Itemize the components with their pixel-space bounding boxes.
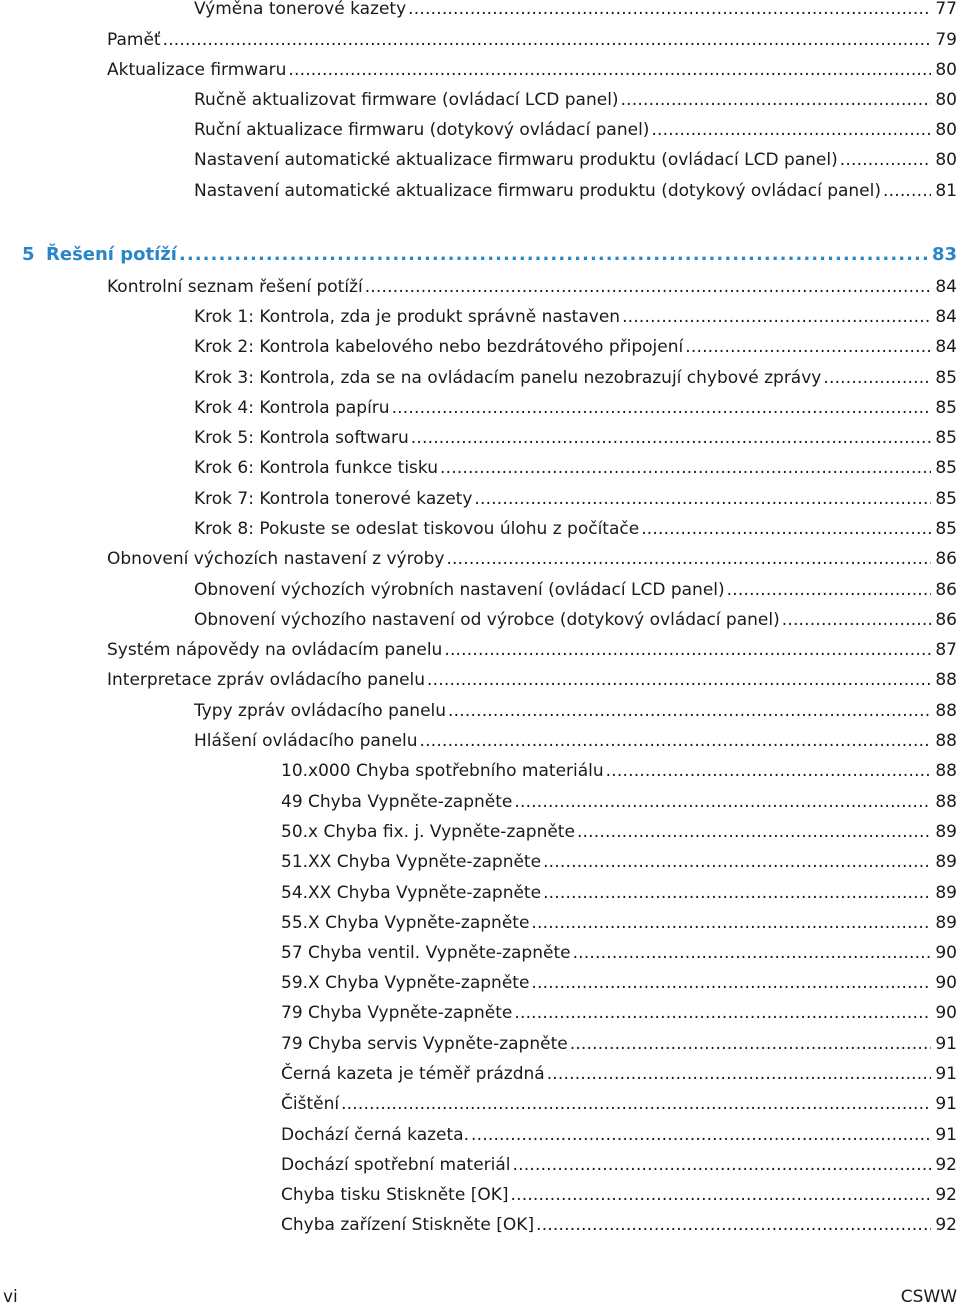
toc-page-number: 79 xyxy=(935,30,957,50)
toc-entry-label: 50.x Chyba fix. j. Vypněte-zapněte xyxy=(281,822,575,842)
toc-entry[interactable] xyxy=(107,273,957,301)
toc-entry[interactable] xyxy=(194,146,957,174)
toc-page-number: 85 xyxy=(935,458,957,478)
dot-leader xyxy=(471,1121,931,1149)
dot-leader xyxy=(440,454,931,482)
toc-entry-label: Aktualizace firmwaru xyxy=(107,60,287,80)
toc-entry-label: Nastavení automatické aktualizace firmwaru produktu (dotykový ovládací panel) xyxy=(194,181,881,201)
toc-entry-label: 54.XX Chyba Vypněte-zapněte xyxy=(281,883,542,903)
toc-entry[interactable] xyxy=(194,424,957,452)
toc-entry[interactable] xyxy=(281,1211,957,1239)
toc-entry[interactable] xyxy=(194,606,957,634)
toc-entry-label: Dochází černá kazeta. xyxy=(281,1125,470,1145)
toc-page-number: 80 xyxy=(935,60,957,80)
toc-page-number: 77 xyxy=(935,0,957,19)
dot-leader xyxy=(163,26,932,54)
toc-entry[interactable] xyxy=(194,454,957,482)
dot-leader xyxy=(543,848,931,876)
toc-entry[interactable] xyxy=(281,1181,957,1209)
toc-entry-label: Krok 6: Kontrola funkce tisku xyxy=(194,458,438,478)
toc-page-number: 90 xyxy=(935,973,957,993)
dot-leader xyxy=(621,86,932,114)
dot-leader xyxy=(531,909,931,937)
dot-leader xyxy=(685,333,931,361)
dot-leader xyxy=(420,727,932,755)
dot-leader xyxy=(641,515,931,543)
dot-leader xyxy=(570,1030,932,1058)
toc-page-number: 86 xyxy=(935,549,957,569)
footer-page-number: vi xyxy=(3,1287,18,1307)
toc-entry-label: Černá kazeta je téměř prázdná xyxy=(281,1064,545,1084)
toc-entry[interactable] xyxy=(107,56,957,84)
toc-entry-label: Výměna tonerové kazety xyxy=(194,0,407,19)
chapter-title: Řešení potíží xyxy=(46,244,177,265)
dot-leader xyxy=(547,1060,932,1088)
dot-leader xyxy=(392,394,932,422)
toc-entry[interactable] xyxy=(194,485,957,513)
dot-leader xyxy=(288,56,931,84)
dot-leader xyxy=(408,0,931,23)
dot-leader xyxy=(446,545,931,573)
dot-leader xyxy=(782,606,932,634)
toc-entry-label: 10.x000 Chyba spotřebního materiálu xyxy=(281,761,604,781)
toc-page-number: 90 xyxy=(935,1003,957,1023)
dot-leader xyxy=(514,999,931,1027)
toc-entry-label: Nastavení automatické aktualizace firmwaru produktu (ovládací LCD panel) xyxy=(194,150,838,170)
toc-entry-label: Interpretace zpráv ovládacího panelu xyxy=(107,670,426,690)
dot-leader xyxy=(823,364,931,392)
toc-page-number: 89 xyxy=(935,883,957,903)
dot-leader xyxy=(411,424,932,452)
toc-entry-label: Krok 8: Pokuste se odeslat tiskovou úlohu z počítače xyxy=(194,519,640,539)
toc-page-number: 91 xyxy=(935,1064,957,1084)
toc-page-number: 92 xyxy=(935,1185,957,1205)
toc-entry[interactable] xyxy=(194,0,957,23)
toc-page-number: 87 xyxy=(935,640,957,660)
toc-entry[interactable] xyxy=(107,666,957,694)
toc-chapter-label xyxy=(22,241,179,269)
dot-leader xyxy=(536,1211,931,1239)
dot-leader xyxy=(577,818,931,846)
toc-entry[interactable] xyxy=(194,697,957,725)
toc-page-number: 85 xyxy=(935,489,957,509)
toc-page-number: 84 xyxy=(935,337,957,357)
toc-entry-label: Krok 1: Kontrola, zda je produkt správně nastaven xyxy=(194,307,621,327)
toc-entry[interactable] xyxy=(281,1060,957,1088)
toc-entry-label: Ruční aktualizace firmwaru (dotykový ovládací panel) xyxy=(194,120,650,140)
dot-leader xyxy=(573,939,932,967)
dot-leader xyxy=(651,116,931,144)
footer-doc-code: CSWW xyxy=(900,1287,957,1307)
toc-entry-label: 49 Chyba Vypněte-zapněte xyxy=(281,792,513,812)
toc-page-number: 80 xyxy=(935,120,957,140)
toc-entry[interactable] xyxy=(194,364,957,392)
dot-leader xyxy=(365,273,932,301)
toc-page-number: 81 xyxy=(935,181,957,201)
dot-leader xyxy=(444,636,931,664)
toc-entry[interactable] xyxy=(281,879,957,907)
toc-page-number: 86 xyxy=(935,580,957,600)
toc-page-number: 80 xyxy=(935,150,957,170)
toc-entry-label: Dochází spotřební materiál xyxy=(281,1155,511,1175)
toc-entry[interactable] xyxy=(281,848,957,876)
toc-entry[interactable] xyxy=(281,1151,957,1179)
toc-entry[interactable] xyxy=(281,788,957,816)
toc-page-number: 80 xyxy=(935,90,957,110)
toc-entry[interactable] xyxy=(107,636,957,664)
toc-page-number: 85 xyxy=(935,428,957,448)
toc-entry[interactable] xyxy=(281,909,957,937)
dot-leader xyxy=(606,757,932,785)
toc-entry[interactable] xyxy=(281,999,957,1027)
toc-entry[interactable] xyxy=(281,1121,957,1149)
toc-page-number: 85 xyxy=(935,519,957,539)
toc-entry[interactable] xyxy=(194,333,957,361)
toc-entry[interactable] xyxy=(281,969,957,997)
toc-page-number: 84 xyxy=(935,277,957,297)
toc-entry-label: 55.X Chyba Vypněte-zapněte xyxy=(281,913,530,933)
toc-entry-label: Systém nápovědy na ovládacím panelu xyxy=(107,640,443,660)
toc-entry-label: Obnovení výchozích výrobních nastavení (ovládací LCD panel) xyxy=(194,580,725,600)
toc-entry[interactable] xyxy=(281,1030,957,1058)
toc-entry-label: 79 Chyba Vypněte-zapněte xyxy=(281,1003,513,1023)
toc-chapter-entry[interactable] xyxy=(22,241,957,269)
toc-entry[interactable] xyxy=(281,757,957,785)
toc-entry-label: Typy zpráv ovládacího panelu xyxy=(194,701,447,721)
toc-page-number: 83 xyxy=(931,244,957,265)
toc-entry-label: 51.XX Chyba Vypněte-zapněte xyxy=(281,852,542,872)
toc-page-number: 85 xyxy=(935,368,957,388)
toc-page-number: 84 xyxy=(935,307,957,327)
dot-leader xyxy=(883,177,931,205)
dot-leader xyxy=(514,788,931,816)
toc-entry[interactable] xyxy=(194,303,957,331)
toc-page-number: 86 xyxy=(935,610,957,630)
toc-page-number: 88 xyxy=(935,701,957,721)
dot-leader xyxy=(448,697,931,725)
toc-entry-label: Krok 2: Kontrola kabelového nebo bezdrátového připojení xyxy=(194,337,684,357)
toc-entry[interactable] xyxy=(194,86,957,114)
toc-page-number: 91 xyxy=(935,1094,957,1114)
toc-entry[interactable] xyxy=(107,545,957,573)
dot-leader xyxy=(543,879,931,907)
toc-page-number: 88 xyxy=(935,761,957,781)
toc-page-number: 92 xyxy=(935,1155,957,1175)
toc-entry-label: Obnovení výchozích nastavení z výroby xyxy=(107,549,445,569)
toc-page-number: 88 xyxy=(935,792,957,812)
toc-entry-label: 59.X Chyba Vypněte-zapněte xyxy=(281,973,530,993)
toc-entry-label: 79 Chyba servis Vypněte-zapněte xyxy=(281,1034,568,1054)
toc-entry[interactable] xyxy=(194,394,957,422)
toc-page-number: 88 xyxy=(935,731,957,751)
toc-entry[interactable] xyxy=(194,576,957,604)
toc-entry-label: Kontrolní seznam řešení potíží xyxy=(107,277,363,297)
toc-entry[interactable] xyxy=(194,515,957,543)
toc-entry-label: Paměť xyxy=(107,30,161,50)
toc-page-number: 91 xyxy=(935,1125,957,1145)
toc-page-number: 89 xyxy=(935,822,957,842)
toc-entry-label: Krok 4: Kontrola papíru xyxy=(194,398,390,418)
dot-leader xyxy=(474,485,931,513)
dot-leader xyxy=(427,666,931,694)
toc-entry[interactable] xyxy=(194,177,957,205)
toc-entry-label: Chyba tisku Stiskněte [OK] xyxy=(281,1185,509,1205)
toc-page-number: 90 xyxy=(935,943,957,963)
toc-entry-label: Hlášení ovládacího panelu xyxy=(194,731,418,751)
dot-leader xyxy=(840,146,932,174)
toc-page-number: 85 xyxy=(935,398,957,418)
dot-leader xyxy=(727,576,932,604)
toc-entry[interactable] xyxy=(281,818,957,846)
toc-page-number: 89 xyxy=(935,913,957,933)
toc-page-number: 92 xyxy=(935,1215,957,1235)
toc-entry-label: Chyba zařízení Stiskněte [OK] xyxy=(281,1215,535,1235)
toc-entry-label: Čištění xyxy=(281,1094,340,1114)
toc-page-number: 89 xyxy=(935,852,957,872)
toc-entry[interactable] xyxy=(194,116,957,144)
toc-entry-label: Krok 7: Kontrola tonerové kazety xyxy=(194,489,473,509)
toc-entry-label: Obnovení výchozího nastavení od výrobce (dotykový ovládací panel) xyxy=(194,610,780,630)
chapter-number: 5 xyxy=(22,244,35,265)
toc-entry-label: Ručně aktualizovat firmware (ovládací LCD panel) xyxy=(194,90,619,110)
toc-entry-label: 57 Chyba ventil. Vypněte-zapněte xyxy=(281,943,571,963)
toc-entry[interactable] xyxy=(281,939,957,967)
dot-leader xyxy=(341,1090,931,1118)
toc-entry-label: Krok 3: Kontrola, zda se na ovládacím panelu nezobrazují chybové zprávy xyxy=(194,368,822,388)
toc-entry[interactable] xyxy=(107,26,957,54)
toc-entry[interactable] xyxy=(194,727,957,755)
dot-leader xyxy=(531,969,931,997)
dot-leader xyxy=(511,1181,932,1209)
dot-leader xyxy=(179,241,928,269)
toc-entry-label: Krok 5: Kontrola softwaru xyxy=(194,428,409,448)
dot-leader xyxy=(622,303,931,331)
dot-leader xyxy=(513,1151,932,1179)
toc-page-number: 88 xyxy=(935,670,957,690)
toc-entry[interactable] xyxy=(281,1090,957,1118)
toc-page-number: 91 xyxy=(935,1034,957,1054)
